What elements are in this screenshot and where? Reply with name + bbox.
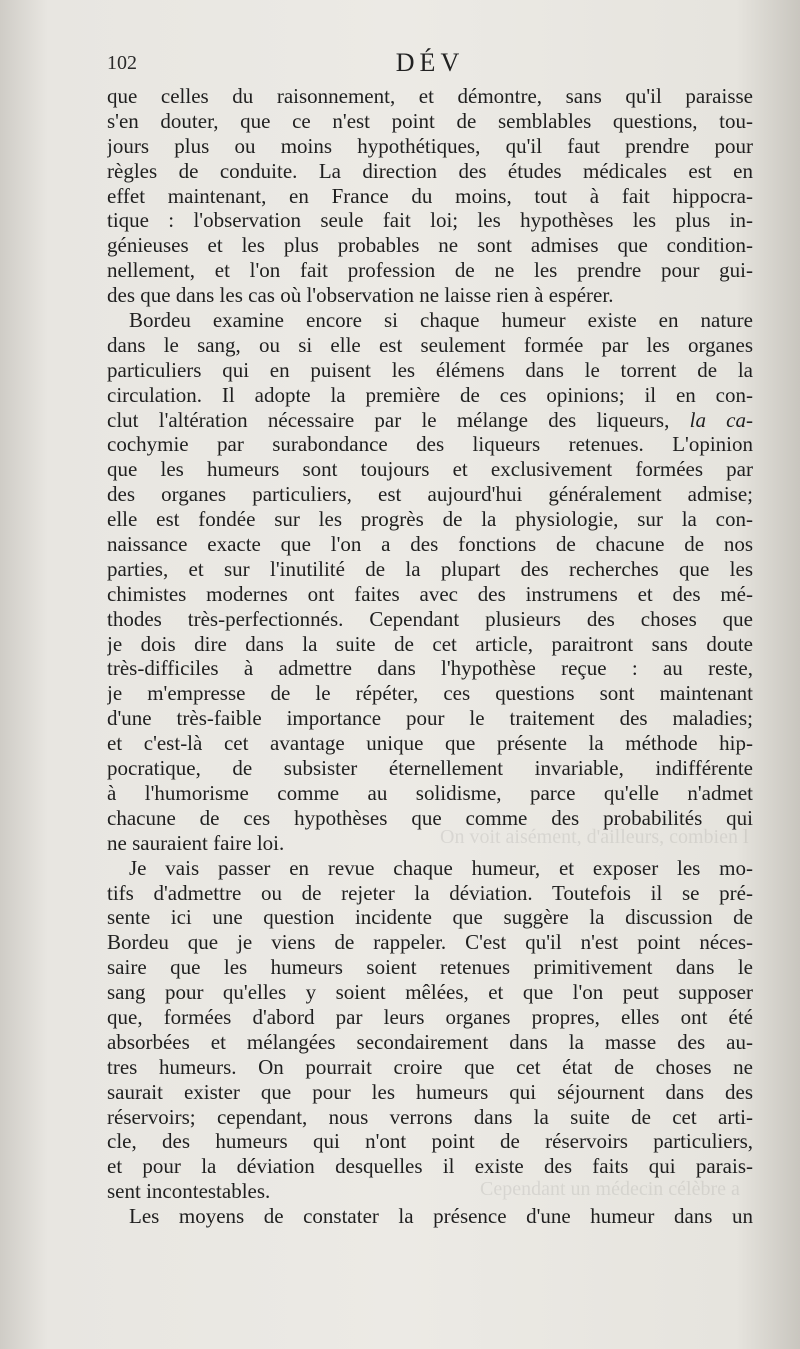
text-line: je m'empresse de le répéter, ces questions sont maintenant [107,681,753,706]
text-line: pocratique, de subsister éternellement invariable, indifférente [107,756,753,781]
page-number: 102 [107,52,137,74]
text-line: très-difficiles à admettre dans l'hypothèse reçue : au reste, [107,656,753,681]
text-line: tres humeurs. On pourrait croire que cet état de choses ne [107,1054,753,1079]
page-header [107,48,753,84]
text-line: tique : l'observation seule fait loi; les hypothèses les plus in- [107,208,753,233]
text-line: saurait exister que pour les humeurs qui séjournent dans des [107,1079,753,1104]
text-line: nellement, et l'on fait profession de ne les prendre pour gui- [107,258,753,283]
text-line: circulation. Il adopte la première de ces opinions; il en con- [107,382,753,407]
text-line: Bordeu que je viens de rappeler. C'est qu'il n'est point néces- [107,930,753,955]
text-line: s'en douter, que ce n'est point de semblables questions, tou- [107,108,753,133]
running-head: DÉV [395,48,465,77]
italic-term: la ca- [689,407,753,432]
bleed-through-text-1: On voit aisément, d'ailleurs, combien l [440,826,749,848]
text-line: cochymie par surabondance des liqueurs retenues. L'opinion [107,432,753,457]
body-text [107,84,753,1229]
text-line: jours plus ou moins hypothétiques, qu'il faut prendre pour [107,133,753,158]
text-line: particuliers qui en puisent les élémens dans le torrent de la [107,357,753,382]
text-line: ne sauraient faire loi. [107,830,285,855]
text-line: des organes particuliers, est aujourd'hui généralement admise; [107,482,753,507]
text-line: cle, des humeurs qui n'ont point de réservoirs particuliers, [107,1129,753,1154]
text-line: chacune de ces hypothèses que comme des probabilités qui [107,805,753,830]
text-line: tifs d'admettre ou de rejeter la déviation. Toutefois il se pré- [107,880,753,905]
text-line: sente ici une question incidente que suggère la discussion de [107,905,753,930]
text-line: je dois dire dans la suite de cet article, paraitront sans doute [107,631,753,656]
text-line-part: clut l'altération nécessaire par le mélange des liqueurs, [107,407,670,432]
text-line: réservoirs; cependant, nous verrons dans la suite de cet arti- [107,1104,753,1129]
text-line: d'une très-faible importance pour le traitement des maladies; [107,706,753,731]
text-line: à l'humorisme comme au solidisme, parce qu'elle n'admet [107,780,753,805]
text-line: parties, et sur l'inutilité de la plupart des recherches que les [107,556,753,581]
text-line: dans le sang, ou si elle est seulement formée par les organes [107,332,753,357]
text-line: thodes très-perfectionnés. Cependant plusieurs des choses que [107,606,753,631]
text-line: règles de conduite. La direction des études médicales est en [107,158,753,183]
text-line: que, formées d'abord par leurs organes propres, elles ont été [107,1004,753,1029]
text-line: Les moyens de constater la présence d'une humeur dans un [129,1204,753,1229]
text-line: naissance exacte que l'on a des fonctions de chacune de nos [107,532,753,557]
text-line: des que dans les cas où l'observation ne laisse rien à espérer. [107,283,614,308]
text-line: Je vais passer en revue chaque humeur, et exposer les mo- [129,855,753,880]
text-line: saire que les humeurs soient retenues primitivement dans le [107,955,753,980]
text-line-with-italic [107,408,753,433]
text-line: que les humeurs sont toujours et exclusivement formées par [107,457,753,482]
text-line: que celles du raisonnement, et démontre, sans qu'il paraisse [107,84,753,108]
text-line: et pour la déviation desquelles il existe des faits qui parais- [107,1154,753,1179]
text-line: génieuses et les plus probables ne sont admises que condition- [107,233,753,258]
text-line: absorbées et mélangées secondairement dans la masse des au- [107,1029,753,1054]
bleed-through-text-2: Cependant un médecin célèbre a [480,1178,740,1200]
text-line: Bordeu examine encore si chaque humeur existe en nature [129,308,753,333]
text-line: chimistes modernes ont faites avec des instrumens et des mé- [107,581,753,606]
text-line: et c'est-là cet avantage unique que présente la méthode hip- [107,731,753,756]
text-line: elle est fondée sur les progrès de la physiologie, sur la con- [107,507,753,532]
text-line: effet maintenant, en France du moins, tout à fait hippocra- [107,183,753,208]
text-line: sang pour qu'elles y soient mêlées, et que l'on peut supposer [107,980,753,1005]
text-line: sent incontestables. [107,1179,271,1204]
